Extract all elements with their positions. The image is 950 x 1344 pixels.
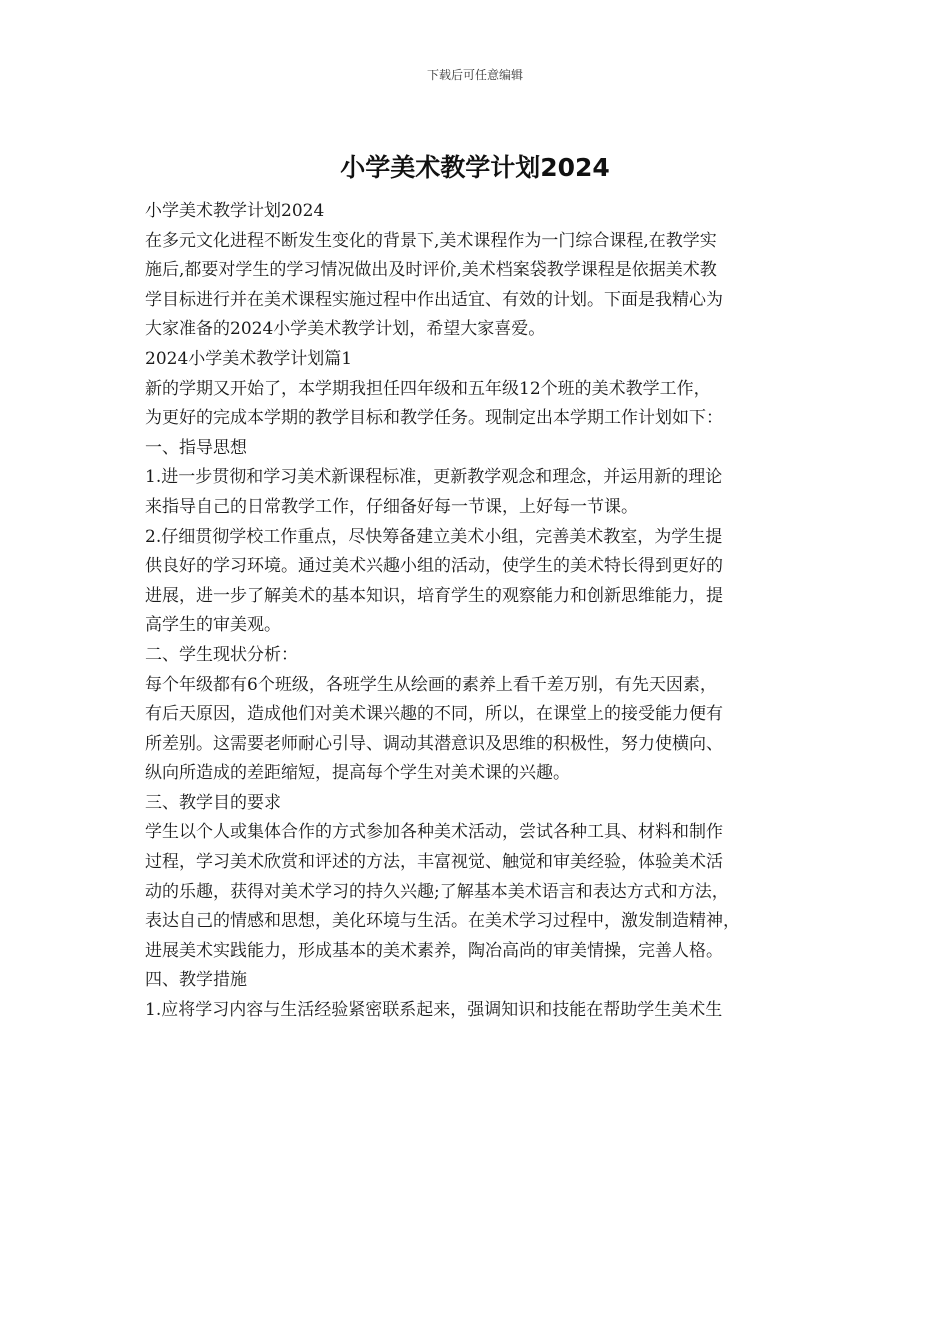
header-note: 下载后可任意编辑	[426, 68, 523, 82]
body-line: 三、教学目的要求	[145, 792, 281, 813]
body-line: 二、学生现状分析：	[145, 644, 298, 665]
body-line: 高学生的审美观。	[145, 615, 281, 636]
body-line: 1.应将学习内容与生活经验紧密联系起来，强调知识和技能在帮助学生美术生	[145, 1000, 723, 1021]
body-line: 新的学期又开始了，本学期我担任四年级和五年级12个班的美术教学工作，	[145, 378, 711, 399]
body-line: 2.仔细贯彻学校工作重点，尽快筹备建立美术小组，完善美术教室，为学生提	[145, 526, 723, 547]
body-line: 在多元文化进程不断发生变化的背景下,美术课程作为一门综合课程,在教学实	[145, 230, 717, 251]
body-line: 1.进一步贯彻和学习美术新课程标准，更新教学观念和理念，并运用新的理论	[145, 467, 723, 488]
body-line: 为更好的完成本学期的教学目标和教学任务。现制定出本学期工作计划如下：	[145, 408, 723, 429]
body-line: 动的乐趣，获得对美术学习的持久兴趣;了解基本美术语言和表达方式和方法，	[145, 881, 729, 902]
body-line: 供良好的学习环境。通过美术兴趣小组的活动，使学生的美术特长得到更好的	[145, 556, 723, 577]
body-line: 所差别。这需要老师耐心引导、调动其潜意识及思维的积极性，努力使横向、	[145, 733, 723, 754]
body-line: 学目标进行并在美术课程实施过程中作出适宜、有效的计划。下面是我精心为	[145, 289, 723, 310]
body-line: 小学美术教学计划2024	[145, 201, 325, 221]
body-line: 过程，学习美术欣赏和评述的方法，丰富视觉、触觉和审美经验，体验美术活	[145, 852, 723, 873]
body-line: 每个年级都有6个班级，各班学生从绘画的素养上看千差万别，有先天因素，	[145, 674, 717, 695]
document-body	[145, 197, 813, 1026]
body-line: 来指导自己的日常教学工作，仔细备好每一节课，上好每一节课。	[145, 496, 638, 517]
body-line: 2024小学美术教学计划篇1	[145, 348, 353, 369]
body-line: 四、教学措施	[145, 970, 247, 991]
body-line: 有后天原因，造成他们对美术课兴趣的不同，所以，在课堂上的接受能力便有	[145, 704, 723, 725]
body-line: 表达自己的情感和思想，美化环境与生活。在美术学习过程中，激发制造精神，	[145, 911, 740, 932]
body-line: 大家准备的2024小学美术教学计划，希望大家喜爱。	[145, 319, 546, 340]
body-line: 一、指导思想	[145, 437, 247, 458]
body-line: 进展，进一步了解美术的基本知识，培育学生的观察能力和创新思维能力，提	[145, 585, 723, 606]
body-line: 纵向所造成的差距缩短，提高每个学生对美术课的兴趣。	[145, 763, 570, 784]
body-line: 学生以个人或集体合作的方式参加各种美术活动，尝试各种工具、材料和制作	[145, 822, 723, 843]
body-line: 进展美术实践能力，形成基本的美术素养，陶冶高尚的审美情操，完善人格。	[145, 940, 723, 961]
body-line: 施后,都要对学生的学习情况做出及时评价,美术档案袋教学课程是依据美术教	[145, 260, 717, 281]
document-title: 小学美术教学计划2024	[340, 153, 610, 182]
